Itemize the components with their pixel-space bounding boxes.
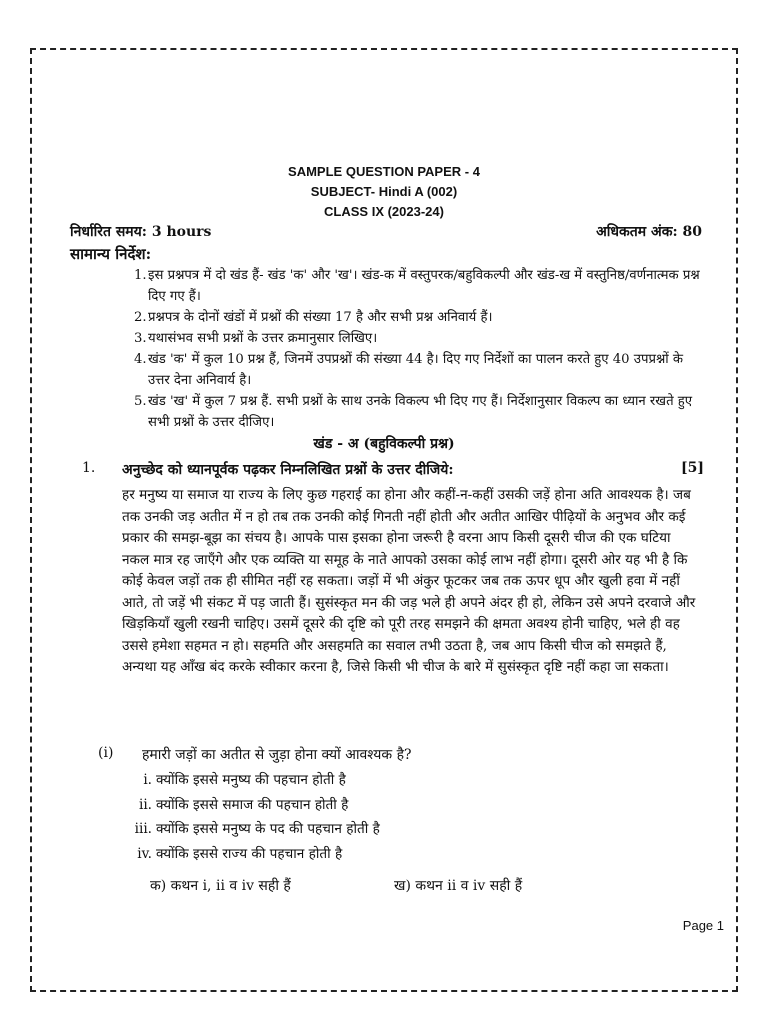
- subquestion-number: (i): [98, 745, 114, 761]
- statement-item: [130, 768, 380, 793]
- statement-list: [130, 768, 380, 866]
- time-allowed: निर्धारित समय: 3 hours: [70, 224, 212, 240]
- general-instructions-title: सामान्य निर्देश:: [70, 245, 152, 263]
- instruction-number: 5.: [134, 394, 147, 409]
- instruction-item: [134, 307, 708, 328]
- paper-header: [0, 162, 768, 222]
- question-text: अनुच्छेद को ध्यानपूर्वक पढ़कर निम्नलिखित प्रश्नों के उत्तर दीजिये:: [122, 462, 454, 478]
- statement-text: क्योंकि इससे राज्य की पहचान होती है: [156, 845, 343, 862]
- statement-number: iv.: [137, 845, 152, 862]
- page-number: Page 1: [682, 918, 724, 933]
- statement-number: ii.: [138, 796, 152, 813]
- paper-title: SAMPLE QUESTION PAPER - 4: [288, 164, 480, 179]
- passage: हर मनुष्य या समाज या राज्य के लिए कुछ गहराई का होना और कहीं-न-कहीं उसकी जड़ें होना अति आवश्यक है। जब तक उनकी जड़ अतीत में न हो तब तक उनकी कोई गिनती नहीं होती और अतीत आखिर पीढ़ियों के अनुभव और कई प्रकार की समझ-बूझ का संचय है। आपके पास इसका होना जरूरी है वरना आप किसी दूसरी चीज की एक घटिया नकल मात्र रह जाएँगे और एक व्यक्ति या समूह के नाते आपको उसका कोई लाभ नहीं होगा। दूसरी ओर यह भी है कि कोई केवल जड़ों तक ही सीमित नहीं रह सकता। जड़ों में भी अंकुर फूटकर जब तक ऊपर धूप और खुली हवा में नहीं आते, तो जड़ें भी संकट में पड़ जाती हैं। सुसंस्कृत मन की जड़ भले ही अपने अंदर ही हो, लेकिन उसे अपने दरवाजे और खिड़कियाँ खुली रखनी चाहिए। उसमें दूसरे की दृष्टि को पूरी तरह समझने की क्षमता अवश्य होनी चाहिए, भले ही वह उससे हमेशा सहमत न हो। सहमति और असहमति का सवाल तभी उठता है, जब आप किसी चीज को समझते हैं, अन्यथा यह आँख बंद करके स्वीकार करना है, जिसे किसी भी चीज के बारे में सुसंस्कृत दृष्टि नहीं कहा जा सकता।: [122, 487, 696, 675]
- instruction-number: 2.: [134, 310, 147, 325]
- statement-number: i.: [143, 772, 152, 788]
- instruction-text: प्रश्नपत्र के दोनों खंडों में प्रश्नों की संख्या 17 है और सभी प्रश्न अनिवार्य हैं।: [148, 310, 493, 325]
- instructions-list: [134, 265, 708, 433]
- instruction-number: 3.: [134, 331, 147, 346]
- statement-item: [130, 817, 380, 842]
- answer-choice-a: क) कथन i, ii व iv सही हैं: [150, 878, 291, 894]
- question-number: 1.: [82, 460, 96, 476]
- section-title: खंड - अ (बहुविकल्पी प्रश्न): [313, 436, 455, 452]
- instruction-number: 1.: [134, 268, 147, 283]
- statement-item: [130, 793, 380, 818]
- max-marks: अधिकतम अंक: 80: [596, 224, 702, 240]
- paper-class: CLASS IX (2023-24): [324, 204, 444, 219]
- answer-choice-b: ख) कथन ii व iv सही हैं: [394, 878, 523, 894]
- instruction-number: 4.: [134, 352, 147, 367]
- statement-number: iii.: [134, 821, 152, 837]
- statement-text: क्योंकि इससे समाज की पहचान होती है: [156, 796, 349, 813]
- statement-text: क्योंकि इससे मनुष्य की पहचान होती है: [156, 772, 346, 788]
- instruction-item: [134, 349, 708, 391]
- question-marks: [5]: [681, 460, 704, 476]
- statement-text: क्योंकि इससे मनुष्य के पद की पहचान होती है: [156, 821, 380, 837]
- instruction-text: यथासंभव सभी प्रश्नों के उत्तर क्रमानुसार लिखिए।: [148, 331, 378, 346]
- instruction-item: [134, 391, 708, 433]
- paper-subject: SUBJECT- Hindi A (002): [310, 184, 458, 199]
- statement-item: [130, 842, 380, 867]
- instruction-text: खंड 'क' में कुल 10 प्रश्न हैं, जिनमें उपप्रश्नों की संख्या 44 है। दिए गए निर्देशों का पालन करते हुए 40 उपप्रश्नों के उत्तर देना अनिवार्य है।: [148, 352, 684, 388]
- instruction-text: इस प्रश्नपत्र में दो खंड हैं- खंड 'क' और 'ख'। खंड-क में वस्तुपरक/बहुविकल्पी और खंड-ख में वस्तुनिष्ठ/वर्णनात्मक प्रश्न दिए गए हैं।: [148, 268, 700, 304]
- instruction-item: [134, 328, 708, 349]
- instruction-text: खंड 'ख' में कुल 7 प्रश्न हैं. सभी प्रश्नों के साथ उनके विकल्प भी दिए गए हैं। निर्देशानुसार विकल्प का ध्यान रखते हुए सभी प्रश्नों के उत्तर दीजिए।: [148, 394, 693, 430]
- subquestion-text: हमारी जड़ों का अतीत से जुड़ा होना क्यों आवश्यक है?: [142, 747, 412, 763]
- instruction-item: [134, 265, 708, 307]
